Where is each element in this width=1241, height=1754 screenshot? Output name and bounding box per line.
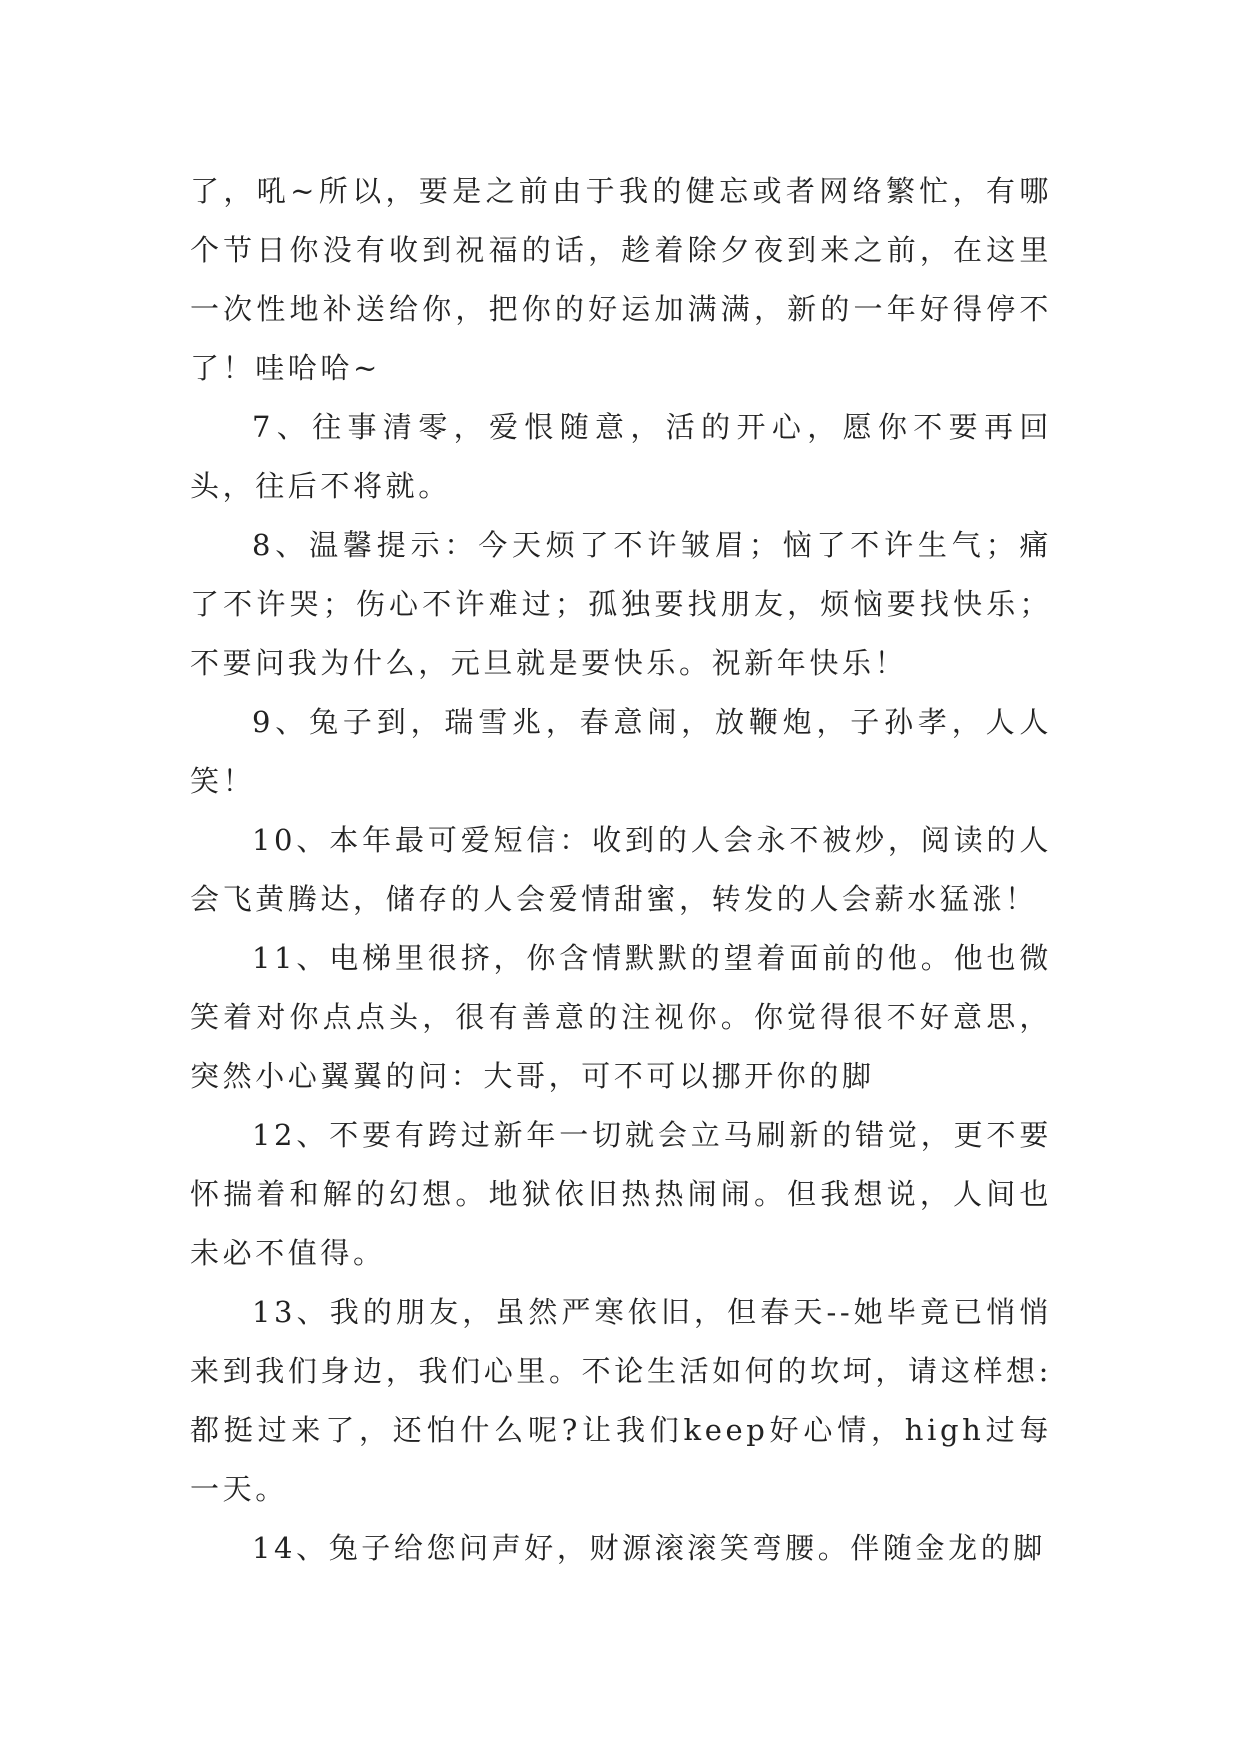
paragraph-item-13: 13、我的朋友，虽然严寒依旧，但春天--她毕竟已悄悄来到我们身边，我们心里。不论生活如何的坎坷，请这样想:都挺过来了，还怕什么呢?让我们keep好心情，high过每一天。 — [190, 1295, 1052, 1506]
paragraph-item-14: 14、兔子给您问声好，财源滚滚笑弯腰。伴随金龙的脚 — [252, 1531, 1046, 1565]
document-body — [190, 162, 1052, 1578]
paragraph-item-12: 12、不要有跨过新年一切就会立马刷新的错觉，更不要怀揣着和解的幻想。地狱依旧热热闹闹。但我想说，人间也未必不值得。 — [190, 1118, 1052, 1270]
paragraph-item-11: 11、电梯里很挤，你含情默默的望着面前的他。他也微笑着对你点点头，很有善意的注视你。你觉得很不好意思，突然小心翼翼的问：大哥，可不可以挪开你的脚 — [190, 941, 1052, 1093]
paragraph-item-8: 8、温馨提示：今天烦了不许皱眉；恼了不许生气；痛了不许哭；伤心不许难过；孤独要找朋友，烦恼要找快乐；不要问我为什么，元旦就是要快乐。祝新年快乐！ — [190, 528, 1052, 680]
paragraph-item-7: 7、往事清零，爱恨随意，活的开心，愿你不要再回头，往后不将就。 — [190, 410, 1052, 503]
paragraph-item-10: 10、本年最可爱短信：收到的人会永不被炒，阅读的人会飞黄腾达，储存的人会爱情甜蜜，转发的人会薪水猛涨！ — [190, 823, 1052, 916]
paragraph-item-9: 9、兔子到，瑞雪兆，春意闹，放鞭炮，子孙孝，人人笑！ — [190, 705, 1052, 798]
paragraph-continuation: 了，吼~所以，要是之前由于我的健忘或者网络繁忙，有哪个节日你没有收到祝福的话，趁着除夕夜到来之前，在这里一次性地补送给你，把你的好运加满满，新的一年好得停不了！哇哈哈~ — [190, 174, 1052, 385]
